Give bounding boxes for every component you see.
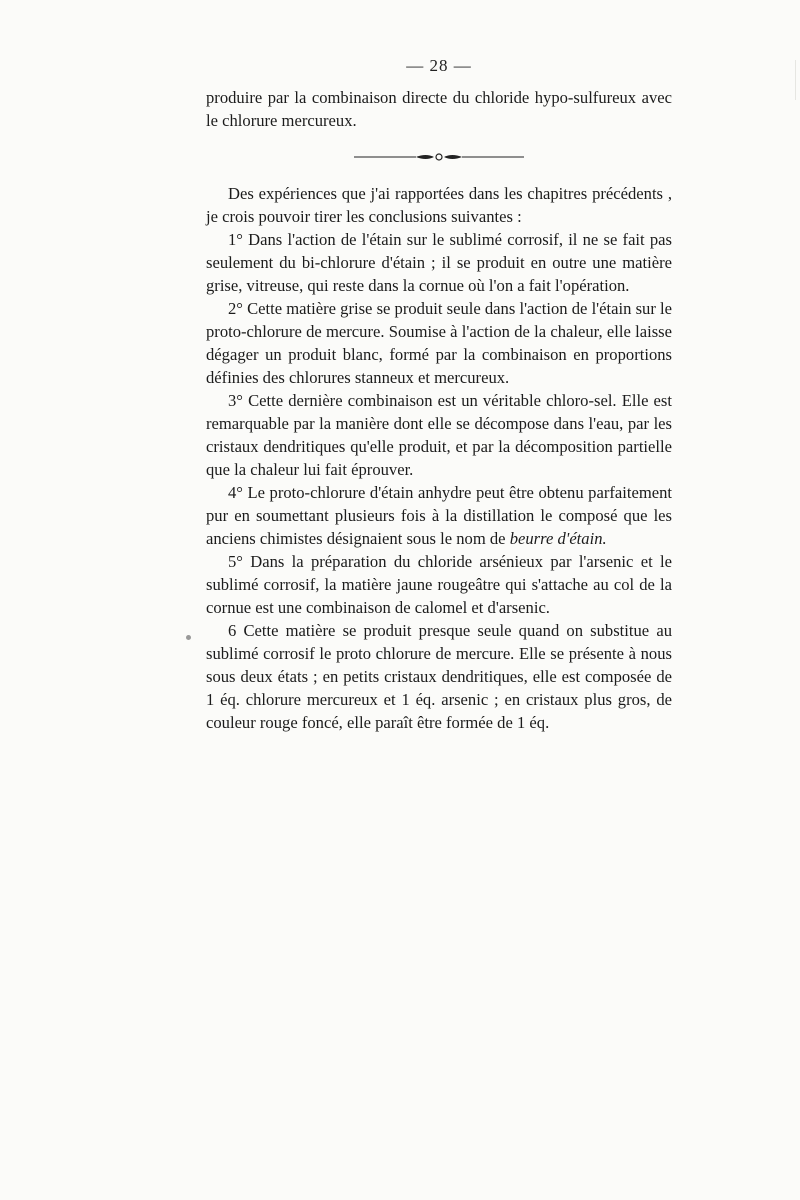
conclusion-item-6 — [206, 619, 672, 734]
item-marker: 1° — [228, 230, 243, 249]
conclusion-item-4 — [206, 481, 672, 550]
item-text: Cette dernière combinaison est un véritable chloro-sel. Elle est remarquable par la manière dont elle se décompose dans l'eau, par les cristaux dendritiques qu'elle produit, et par la décomposition partielle que la chaleur lui fait éprouver. — [206, 391, 672, 479]
ornament-divider-icon — [354, 152, 524, 162]
conclusion-item-3 — [206, 389, 672, 481]
item-text: Cette matière grise se produit seule dans l'action de l'étain sur le proto-chlorure de mercure. Soumise à l'action de la chaleur, elle laisse dégager un produit blanc, formé par la combinaison en proportions définies des chlorures stanneux et mercureux. — [206, 299, 672, 387]
item-text: Dans l'action de l'étain sur le sublimé corrosif, il ne se fait pas seulement du bi-chlorure d'étain ; il se produit en outre une matière grise, vitreuse, qui reste dans la cornue où l'on a fait l'opération. — [206, 230, 672, 295]
conclusion-item-5 — [206, 550, 672, 619]
page-edge-mark — [795, 60, 800, 100]
opening-paragraph: produire par la combinaison directe du chloride hypo-sulfureux avec le chlorure mercureux. — [206, 88, 672, 130]
item-text: Cette matière se produit presque seule quand on substitue au sublimé corrosif le proto chlorure de mercure. Elle se présente à nous sous deux états ; en petits cristaux dendritiques, elle est composée de 1 éq. chlorure mercureux et 1 éq. arsenic ; en cristaux plus gros, de couleur rouge foncé, elle paraît être formée de 1 éq. — [206, 621, 672, 732]
item-marker: 6 — [228, 621, 237, 640]
conclusion-item-1 — [206, 228, 672, 297]
page-number: — 28 — — [406, 56, 472, 75]
item-marker: 5° — [228, 552, 243, 571]
document-page — [206, 0, 672, 1200]
conclusion-item-2 — [206, 297, 672, 389]
item-marker: 4° — [228, 483, 243, 502]
item-marker: 3° — [228, 391, 243, 410]
item-text: Le proto-chlorure d'étain anhydre peut être obtenu parfaitement pur en soumettant plusieurs fois à la distillation le composé que les anciens chimistes désignaient sous le nom de — [206, 483, 673, 548]
body-text — [206, 86, 672, 734]
item-marker: 2° — [228, 299, 243, 318]
margin-dot — [186, 635, 191, 640]
item-emphasis: beurre d'étain. — [509, 529, 607, 548]
intro-paragraph: Des expériences que j'ai rapportées dans les chapitres précédents , je crois pouvoir tirer les conclusions suivantes : — [206, 184, 672, 226]
item-text: Dans la préparation du chloride arsénieux par l'arsenic et le sublimé corrosif, la matière jaune rougeâtre qui s'attache au col de la cornue est une combinaison de calomel et d'arsenic. — [206, 552, 672, 617]
